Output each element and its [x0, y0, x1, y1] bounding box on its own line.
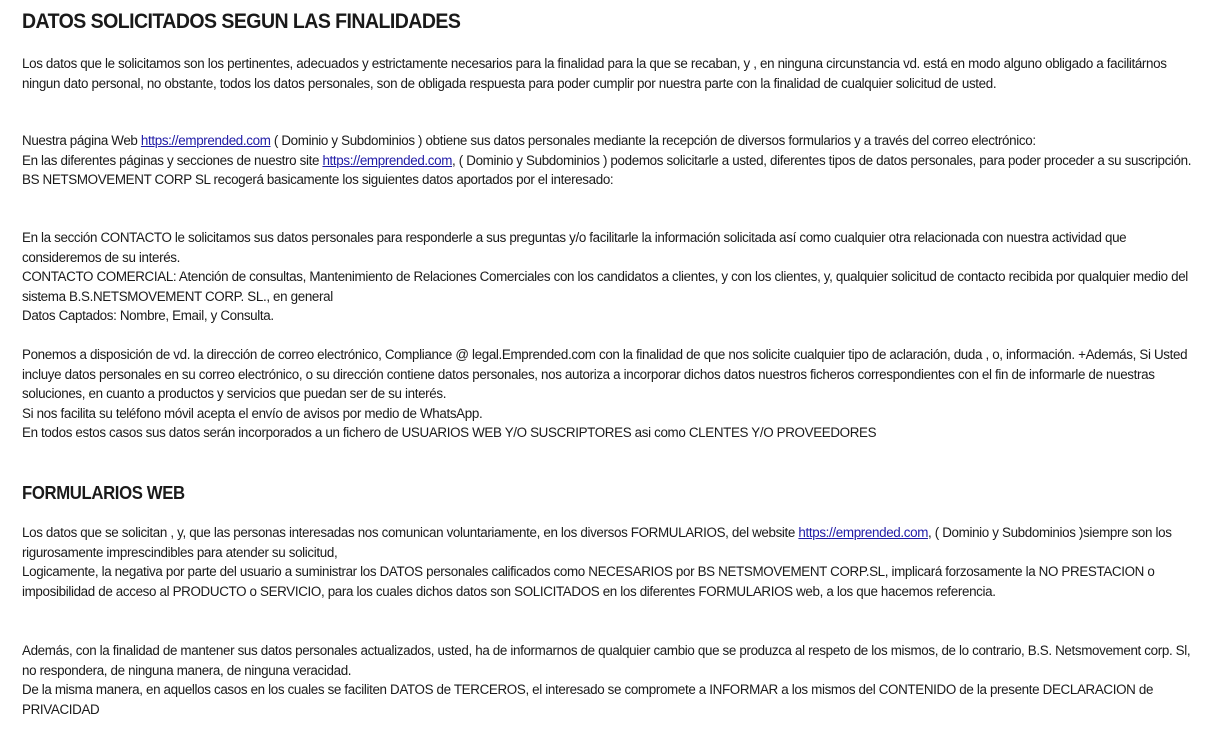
text-negativa-usuario: Logicamente, la negativa por parte del usuario a suministrar los DATOS personales calificados como NECESARIOS por BS NETSMOVEMENT CORP.SL, implicará forzosamente la NO PRESTACION o imposibilidad de acceso al PRODUCTO o SERVICIO, para los cuales dichos datos son SOLICITADOS en los diferentes FORMULARIOS web, a los que hacemos referencia. — [22, 564, 1155, 599]
emprended-link-3[interactable]: https://emprended.com — [798, 525, 929, 540]
paragraph-contacto — [22, 228, 1192, 326]
text-mantener-actualizados: Además, con la finalidad de mantener sus datos personales actualizados, usted, ha de informarnos de qualquier cambio que se produzca al respeto de los mismos, de lo contrario, B.S. Netsmovement corp. Sl, no respondera, de ninguna manera, de ninguna veracidad. — [22, 643, 1191, 678]
text-pagina-web-pre: Nuestra página Web — [22, 133, 141, 148]
paragraph-datos-pertinentes — [22, 54, 1192, 93]
paragraph-pagina-web — [22, 131, 1192, 190]
paragraph-correo-electronico — [22, 345, 1192, 443]
text-paginas-secciones-post: , ( Dominio y Subdominios ) podemos solicitarle a usted, diferentes tipos de datos personales, para poder proceder a su suscripción. — [452, 152, 1192, 168]
emprended-link-2[interactable]: https://emprended.com — [322, 152, 453, 168]
text-pagina-web-line — [22, 131, 1192, 151]
emprended-link-1[interactable]: https://emprended.com — [140, 133, 271, 148]
text-datos-captados: Datos Captados: Nombre, Email, y Consulta. — [22, 308, 274, 324]
text-whatsapp: Si nos facilita su teléfono móvil acepta el envío de avisos por medio de WhatsApp. — [22, 405, 483, 421]
text-pagina-web-post: ( Dominio y Subdominios ) obtiene sus datos personales mediante la recepción de diversos formularios y a través del correo electrónico: — [270, 133, 1036, 148]
text-paginas-secciones-line — [22, 151, 1192, 171]
text-fichero-usuarios: En todos estos casos sus datos serán incorporados a un fichero de USUARIOS WEB Y/O SUSCRIPTORES asi como CLENTES Y/O PROVEEDORES — [22, 425, 877, 441]
section-title-datos-solicitados: DATOS SOLICITADOS SEGUN LAS FINALIDADES — [22, 10, 461, 33]
text-datos-pertinentes: Los datos que le solicitamos son los pertinentes, adecuados y estrictamente necesarios para la finalidad para la que se recaban, y , en ninguna circunstancia vd. está en modo alguno obligado a facilitárnos ningun dato personal, no obstante, todos los datos personales, son de obligada respuesta para poder cumplir por nuestra parte con la finalidad de cualquier solicitud de usted. — [22, 56, 1167, 91]
paragraph-formularios — [22, 523, 1192, 601]
text-datos-solicitan-post: , ( Dominio y Subdominios )siempre son los rigurosamente imprescindibles para atender su solicitud, — [22, 525, 1172, 560]
text-datos-solicitan-pre: Los datos que se solicitan , y, que las personas interesadas nos comunican voluntariamente, en los diversos FORMULARIOS, del website — [22, 525, 799, 540]
text-datos-terceros: De la misma manera, en aquellos casos en los cuales se faciliten DATOS de TERCEROS, el interesado se compromete a INFORMAR a los mismos del CONTENIDO de la presente DECLARACION de PRIVACIDAD — [22, 682, 1154, 717]
text-seccion-contacto: En la sección CONTACTO le solicitamos sus datos personales para responderle a sus preguntas y/o facilitarle la información solicitada así como cualquier otra relacionada con nuestra actividad que consideremos de su interés. — [22, 230, 1127, 265]
text-recogera-datos: BS NETSMOVEMENT CORP SL recogerá basicamente los siguientes datos aportados por el interesado: — [22, 172, 614, 188]
privacy-document — [22, 0, 1192, 717]
text-contacto-comercial: CONTACTO COMERCIAL: Atención de consultas, Mantenimiento de Relaciones Comerciales con los candidatos a clientes, y con los clientes, y, qualquier solicitud de contacto recibida por qualquier medio del sistema B.S.NETSMOVEMENT CORP. SL., en general — [22, 269, 1188, 304]
text-ponemos-disposicion: Ponemos a disposición de vd. la dirección de correo electrónico, Compliance @ legal.Emprended.com con la finalidad de que nos solicite cualquier tipo de aclaración, duda , o, información. +Además, Si Usted incluye datos personales en su correo electrónico, o su dirección contiene datos personales, nos autoriza a incorporar dichos datos nuestros ficheros correspondientes con el fin de informarle de nuestras soluciones, en cuanto a productos y servicios que puedan ser de su interés. — [22, 347, 1188, 402]
section-title-formularios-web: FORMULARIOS WEB — [22, 483, 185, 503]
text-paginas-secciones-pre: En las diferentes páginas y secciones de nuestro site — [22, 152, 323, 168]
text-datos-solicitan-line — [22, 523, 1192, 562]
paragraph-actualizacion-datos — [22, 641, 1192, 719]
